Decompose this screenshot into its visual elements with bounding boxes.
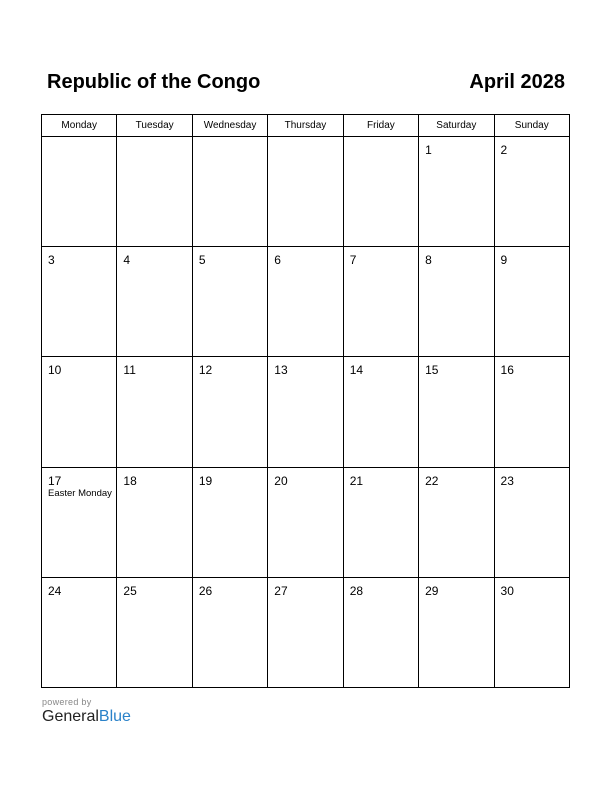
day-cell: [268, 247, 343, 357]
day-number: 4: [123, 253, 131, 268]
weekday-header: Wednesday: [192, 115, 267, 137]
day-cell: [343, 137, 418, 247]
day-cell: [117, 247, 192, 357]
day-cell: [117, 577, 192, 687]
day-cell: [419, 357, 494, 467]
day-number: 11: [123, 363, 136, 378]
brand-general-text: General: [42, 708, 99, 725]
weekday-header: Tuesday: [117, 115, 192, 137]
day-cell: [419, 577, 494, 687]
day-cell: [192, 137, 267, 247]
day-cell: [42, 357, 117, 467]
weekday-header: Saturday: [419, 115, 494, 137]
day-cell: [42, 577, 117, 687]
day-cell: [268, 357, 343, 467]
day-number: 20: [274, 473, 288, 488]
day-cell: [494, 467, 569, 577]
day-number: 22: [425, 473, 439, 488]
powered-by-text: powered by: [42, 697, 92, 707]
day-cell: [419, 247, 494, 357]
day-cell: [494, 577, 569, 687]
day-number: 9: [500, 253, 508, 268]
day-number: 18: [123, 473, 137, 488]
day-cell: [494, 137, 569, 247]
week-row: [42, 247, 570, 357]
day-cell: [117, 137, 192, 247]
day-number: 12: [198, 363, 213, 378]
day-cell: [268, 137, 343, 247]
day-number: 26: [198, 583, 213, 598]
day-cell: [42, 137, 117, 247]
weekday-header-row: [42, 115, 570, 137]
day-number: 29: [425, 583, 439, 598]
day-number: 21: [349, 473, 364, 488]
day-cell: [268, 467, 343, 577]
day-number: 17: [48, 473, 62, 488]
holiday-label: Easter Monday: [48, 487, 112, 499]
week-row: [42, 467, 570, 577]
day-cell: [42, 247, 117, 357]
day-number: 7: [349, 253, 357, 268]
weekday-header: Thursday: [268, 115, 343, 137]
day-number: 6: [274, 253, 281, 268]
day-cell: [343, 467, 418, 577]
brand-blue-text: Blue: [98, 708, 131, 725]
day-cell: [268, 577, 343, 687]
day-cell: [192, 467, 267, 577]
day-number: 14: [349, 363, 364, 378]
day-cell: [494, 357, 569, 467]
weekday-header: Sunday: [494, 115, 569, 137]
day-number: 10: [48, 363, 62, 378]
day-number: 13: [274, 363, 288, 378]
day-cell: [192, 247, 267, 357]
calendar-month-title: April 2028: [469, 71, 565, 93]
generalblue-logo: [42, 708, 131, 726]
day-number: 8: [425, 253, 432, 268]
footer: [42, 697, 131, 726]
day-number: 23: [500, 473, 514, 488]
calendar-country-title: Republic of the Congo: [47, 71, 261, 93]
day-number: 1: [425, 143, 432, 157]
day-number: 30: [500, 583, 514, 598]
week-row: [42, 357, 570, 467]
day-cell: [117, 467, 192, 577]
day-number: 27: [274, 583, 288, 598]
day-number: 25: [123, 583, 137, 598]
day-cell: [419, 137, 494, 247]
day-number: 19: [198, 473, 213, 488]
day-cell: [343, 357, 418, 467]
day-cell: [117, 357, 192, 467]
day-cell: [192, 357, 267, 467]
day-cell: [419, 467, 494, 577]
day-cell: [494, 247, 569, 357]
day-number: 16: [500, 363, 514, 378]
day-number: 5: [198, 253, 206, 268]
weekday-header: Friday: [343, 115, 418, 137]
day-cell: [343, 577, 418, 687]
day-number: 15: [425, 363, 439, 378]
calendar-grid: [41, 114, 570, 688]
day-cell: [42, 467, 117, 577]
week-row: [42, 137, 570, 247]
day-number: 24: [48, 583, 62, 598]
day-number: 3: [48, 253, 55, 268]
day-cell: [343, 247, 418, 357]
weekday-header: Monday: [42, 115, 117, 137]
day-number: 28: [349, 583, 364, 598]
day-number: 2: [500, 143, 508, 157]
week-row: [42, 577, 570, 687]
day-cell: [192, 577, 267, 687]
